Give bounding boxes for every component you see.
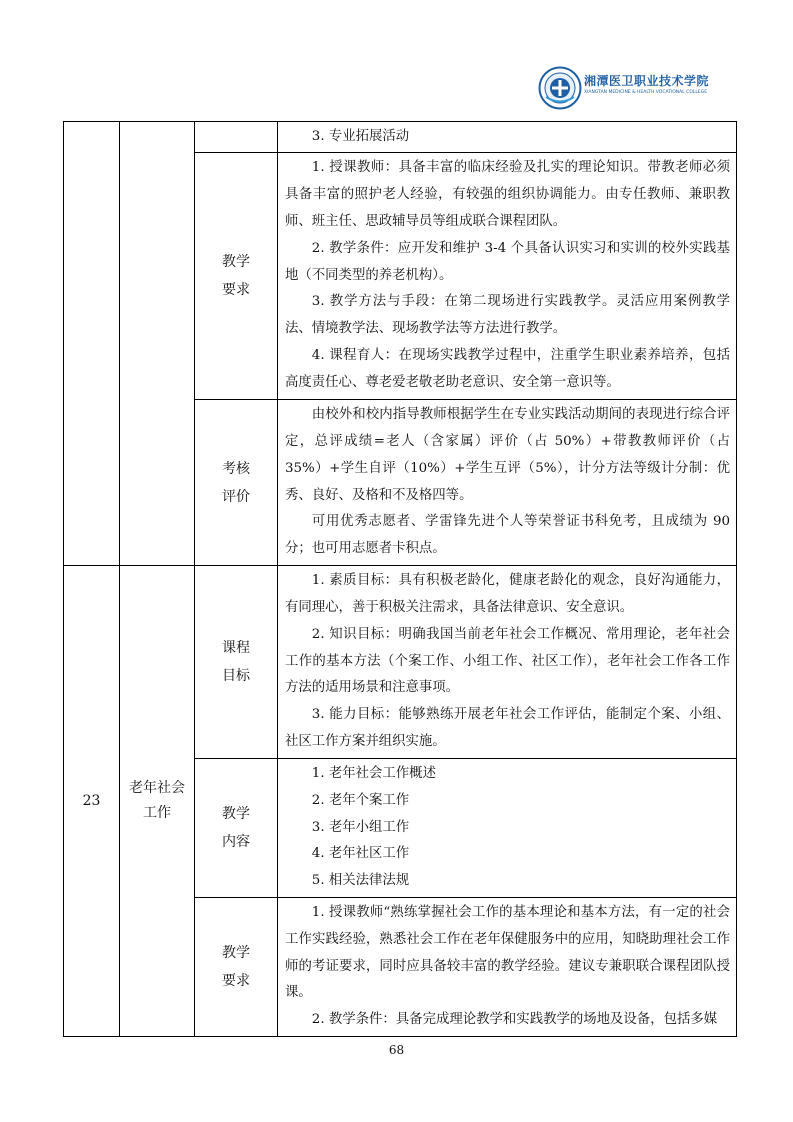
prev-requirements-label: 教学 要求: [195, 153, 278, 400]
prev-number-cell: [64, 122, 120, 566]
college-emblem-icon: [538, 66, 582, 110]
list-item: 4. 老年社区工作: [311, 846, 410, 862]
goals-cell: [278, 566, 737, 759]
list-item: 1. 老年社会工作概述: [311, 765, 436, 781]
list-item: 2. 教学条件：应开发和维护 3-4 个具备认识实习和实训的校外实践基地（不同类型的养老机构）。: [285, 240, 730, 283]
logo-english-name: XIANGTAN MEDICINE & HEALTH VOCATIONAL COLLEGE: [584, 90, 708, 95]
table-row: [64, 122, 737, 153]
list-item: 2. 老年个案工作: [311, 792, 410, 808]
evaluation-cell: [278, 400, 737, 566]
logo-chinese-name: 湘潭医卫职业技术学院: [584, 74, 710, 88]
list-item: 2. 知识目标：明确我国当前老年社会工作概况、常用理论，老年社会工作的基本方法（个案工作、小组工作、社区工作），老年社会工作各工作方法的适用场景和注意事项。: [285, 626, 730, 696]
list-item: 1. 素质目标：具有积极老龄化，健康老龄化的观念，良好沟通能力，有同理心，善于积极关注需求，具备法律意识、安全意识。: [285, 572, 730, 615]
page-number: 68: [388, 1043, 405, 1057]
table-row: [64, 566, 737, 759]
prev-name-cell: [120, 122, 195, 566]
prev-requirements-cell: [278, 153, 737, 400]
curriculum-table: [63, 121, 737, 1037]
goals-label: 课程 目标: [195, 566, 278, 759]
list-item: 3. 专业拓展活动: [311, 128, 410, 144]
list-item: 1. 授课教师“熟练掌握社会工作的基本理论和基本方法，有一定的社会工作实践经验，熟悉社会工作在老年保健服务中的应用，知晓助理社会工作师的考证要求，同时应具备较丰富的教学经验。建议专兼职联合课程团队授课。: [285, 904, 730, 1001]
list-item: 4. 课程育人：在现场实践教学过程中，注重学生职业素养培养，包括高度责任心、尊老爱老敬老助老意识、安全第一意识等。: [285, 348, 730, 391]
list-item: 2. 教学条件：具备完成理论教学和实践教学的场地及设备，包括多媒: [311, 1012, 718, 1028]
prev-content-cell: [278, 122, 737, 153]
list-item: 3. 教学方法与手段：在第二现场进行实践教学。灵活应用案例教学法、情境教学法、现场教学法等方法进行教学。: [285, 294, 730, 337]
requirements-cell: [278, 898, 737, 1037]
list-item: 5. 相关法律法规: [311, 873, 410, 889]
requirements-label: 教学 要求: [195, 898, 278, 1037]
college-logo: [538, 66, 738, 112]
list-item: 3. 能力目标：能够熟练开展老年社会工作评估，能制定个案、小组、社区工作方案并组织实施。: [285, 707, 730, 750]
contents-cell: [278, 759, 737, 898]
list-item: 可用优秀志愿者、学雷锋先进个人等荣誉证书科免考，且成绩为 90 分；也可用志愿者卡积点。: [285, 514, 730, 557]
prev-content-label-cell: [195, 122, 278, 153]
list-item: 1. 授课教师：具备丰富的临床经验及扎实的理论知识。带教老师必须具备丰富的照护老人经验，有较强的组织协调能力。由专任教师、兼职教师、班主任、思政辅导员等组成联合课程团队。: [285, 159, 730, 229]
evaluation-label: 考核 评价: [195, 400, 278, 566]
list-item: 由校外和校内指导教师根据学生在专业实践活动期间的表现进行综合评定，总评成绩=老人（含家属）评价（占 50%）+带教教师评价（占 35%）+学生自评（10%）+学生互评（5%），计分方法等级计分制：优秀、良好、及格和不及格四等。: [285, 406, 730, 503]
course-name: 老年社会 工作: [120, 566, 195, 1037]
contents-label: 教学 内容: [195, 759, 278, 898]
course-number: 23: [64, 566, 120, 1037]
list-item: 3. 老年小组工作: [311, 819, 410, 835]
